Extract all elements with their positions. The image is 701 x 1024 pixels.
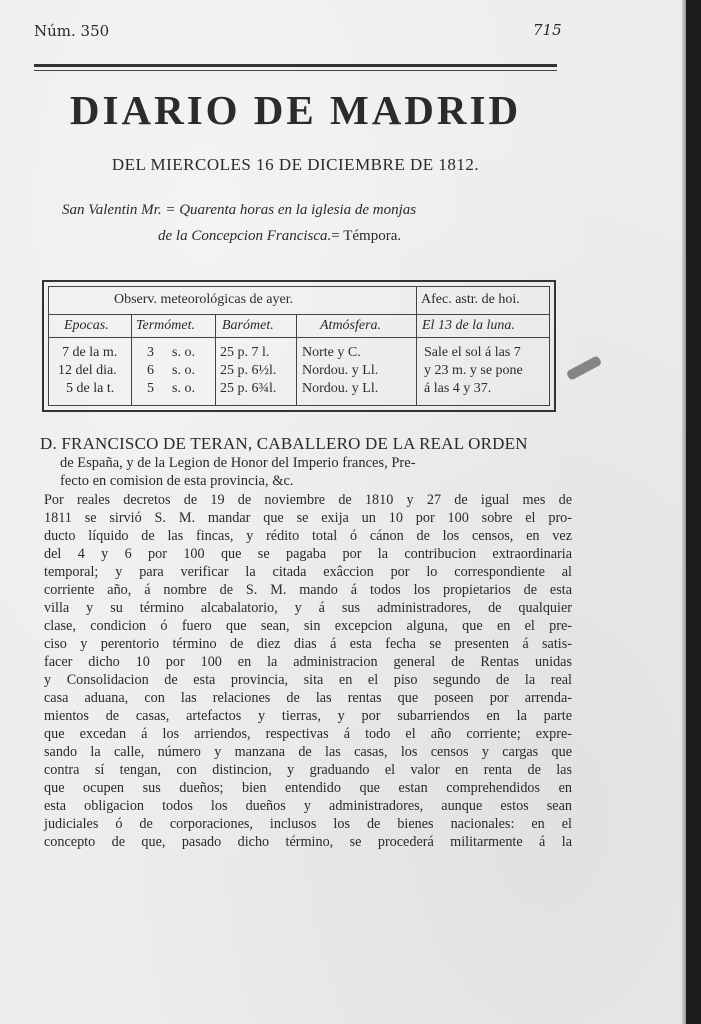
row3-atmos: Nordou. y Ll. bbox=[302, 381, 379, 396]
row3-baro: 25 p. 6¾l. bbox=[220, 381, 277, 396]
article-line: clase, condicion ó fuero que sean, sin excepcion alguna, que en el pre- bbox=[44, 618, 572, 634]
col-header-luna: El 13 de la luna. bbox=[422, 318, 515, 333]
article-line: judiciales ó de corporaciones, inclusos los de bienes nacionales: en el bbox=[44, 816, 572, 832]
col-divider-3 bbox=[296, 314, 297, 406]
article-line: temporal; y para verificar la citada exâccion por lo correspondiente al bbox=[44, 564, 572, 580]
table-header-rule bbox=[48, 314, 550, 315]
article-line: concepto de que, pasado dicho término, se procederá militarmente á la bbox=[44, 834, 572, 850]
issue-number: Núm. 350 bbox=[34, 22, 110, 40]
luna-line-3: á las 4 y 37. bbox=[424, 381, 492, 396]
row1-termo-unit: s. o. bbox=[172, 345, 195, 360]
article-line: del 4 y 6 por 100 que se pagaba por la contribucion extraordinaria bbox=[44, 546, 572, 562]
article-line: esta obligacion todos los dueños y administradores, aunque estos sean bbox=[44, 798, 572, 814]
col-header-termometro: Termómet. bbox=[136, 318, 195, 333]
saints-line-2-end: = Témpora. bbox=[331, 228, 402, 244]
masthead-rule-thick bbox=[34, 64, 557, 67]
astro-title: Afec. astr. de hoi. bbox=[421, 292, 520, 307]
article-line: ciso y perentorio término de diez dias á esta fecha se presenten á satis- bbox=[44, 636, 572, 652]
article-line: Por reales decretos de 19 de noviembre de 1810 y 27 de igual mes de bbox=[44, 492, 572, 508]
article-subheading-2: fecto en comision de esta provincia, &c. bbox=[60, 473, 294, 489]
row1-termo-val: 3 bbox=[147, 345, 154, 360]
article-line: 1811 se sirvió S. M. mandar que se exija un 10 por 100 sobre el pro- bbox=[44, 510, 572, 526]
saints-line-2 bbox=[158, 228, 401, 245]
saints-line-2-text: de la Concepcion Francisca. bbox=[158, 228, 332, 244]
article-line: y Consolidacion de esta provincia, sita en el piso segundo de la real bbox=[44, 672, 572, 688]
row2-termo-unit: s. o. bbox=[172, 363, 195, 378]
col-divider-4 bbox=[416, 286, 417, 406]
article-line: facer dicho 10 por 100 en la administracion general de Rentas unidas bbox=[44, 654, 572, 670]
col-divider-2 bbox=[215, 314, 216, 406]
luna-line-1: Sale el sol á las 7 bbox=[424, 345, 521, 360]
col-header-epocas: Epocas. bbox=[64, 318, 109, 333]
col-header-barometro: Barómet. bbox=[222, 318, 274, 333]
row3-termo-val: 5 bbox=[147, 381, 154, 396]
row2-termo-val: 6 bbox=[147, 363, 154, 378]
article-body bbox=[44, 491, 572, 851]
row3-epoca: 5 de la t. bbox=[66, 381, 115, 396]
article-subheading-1: de España, y de la Legion de Honor del Imperio frances, Pre- bbox=[60, 455, 416, 471]
page-number: 715 bbox=[533, 21, 562, 39]
article-line: corriente año, á nombre de S. M. mando á todos los propietarios de esta bbox=[44, 582, 572, 598]
col-divider-1 bbox=[131, 314, 132, 406]
article-line: que ocupen sus dueños; bien entendido que estan comprehendidos en bbox=[44, 780, 572, 796]
row1-baro: 25 p. 7 l. bbox=[220, 345, 270, 360]
col-header-atmosfera: Atmósfera. bbox=[320, 318, 382, 333]
article-line: villa y su término alcabalatorio, y á sus administradores, de qualquier bbox=[44, 600, 572, 616]
article-line: que excedan á los arriendos, respectivas á todo el año corriente; expre- bbox=[44, 726, 572, 742]
article-line: sando la calle, número y manzana de las casas, los censos y cargas que bbox=[44, 744, 572, 760]
article-heading: D. FRANCISCO DE TERAN, CABALLERO DE LA REAL ORDEN bbox=[40, 434, 528, 453]
article-line: casa aduana, con las relaciones de las rentas que poseen por arrenda- bbox=[44, 690, 572, 706]
article-line: mientos de casas, artefactos y tierras, y por subarriendos en la parte bbox=[44, 708, 572, 724]
article-line: contra sí tengan, con distincion, y graduando el valor en renta de las bbox=[44, 762, 572, 778]
row3-termo-unit: s. o. bbox=[172, 381, 195, 396]
newspaper-title: DIARIO DE MADRID bbox=[69, 87, 522, 133]
row2-epoca: 12 del dia. bbox=[58, 363, 117, 378]
row1-epoca: 7 de la m. bbox=[62, 345, 118, 360]
weather-title: Observ. meteorológicas de ayer. bbox=[114, 292, 294, 307]
luna-line-2: y 23 m. y se pone bbox=[424, 363, 523, 378]
row2-atmos: Nordou. y Ll. bbox=[302, 363, 379, 378]
row2-baro: 25 p. 6½l. bbox=[220, 363, 277, 378]
issue-date: DEL MIERCOLES 16 DE DICIEMBRE DE 1812. bbox=[111, 155, 480, 174]
row1-atmos: Norte y C. bbox=[302, 345, 361, 360]
table-columns-rule bbox=[48, 337, 550, 338]
weather-table bbox=[42, 280, 556, 412]
article-line: ducto líquido de las fincas, y rédito total ó cánon de los censos, en vez bbox=[44, 528, 572, 544]
page-edge bbox=[682, 0, 686, 1024]
saints-line-1: San Valentin Mr. = Quarenta horas en la iglesia de monjas bbox=[62, 202, 417, 218]
ink-smudge bbox=[566, 355, 602, 381]
masthead-rule-thin bbox=[34, 70, 557, 71]
